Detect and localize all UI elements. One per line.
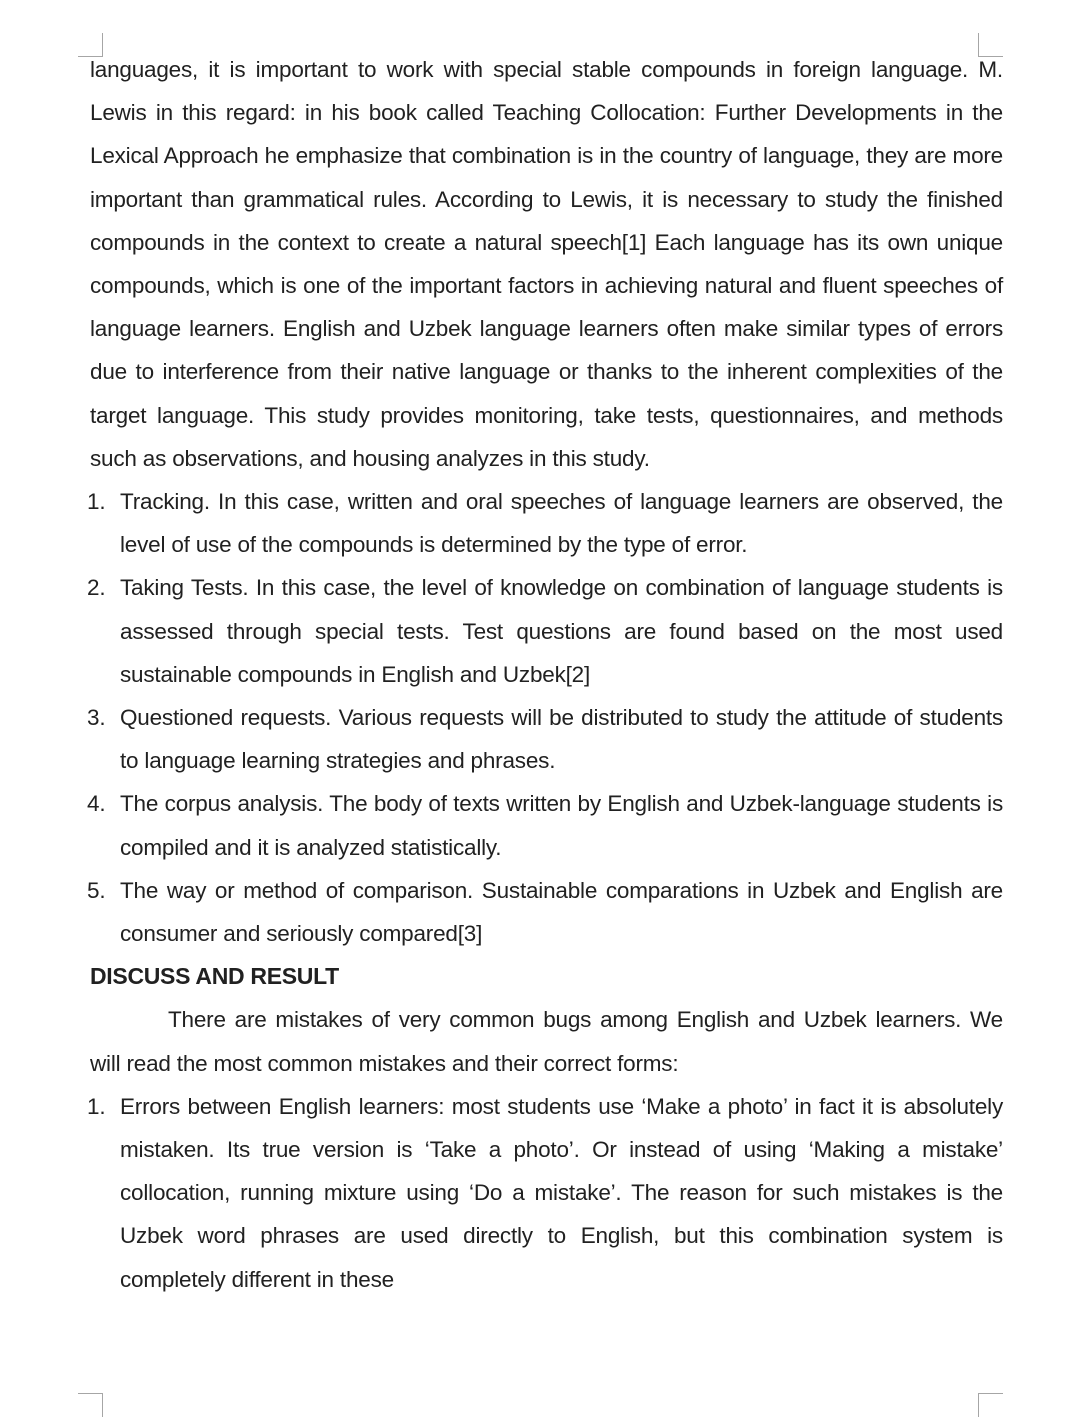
list-item-number: 4.	[87, 791, 106, 817]
crop-mark-bottom-right-icon	[978, 1393, 1003, 1417]
section-heading: DISCUSS AND RESULT	[90, 963, 339, 990]
methods-list	[87, 480, 1003, 955]
intro-paragraph: languages, it is important to work with special stable compounds in foreign language. M. Lewis in this regard: in his book called Teaching Collocation: Further Developments in the Lexical Approach he emphasize that combination is in the country of language, they are more important than grammatical rules. According to Lewis, it is necessary to study the finished compounds in the context to create a natural speech[1] Each language has its own unique compounds, which is one of the important factors in achieving natural and fluent speeches of language learners. English and Uzbek language learners often make similar types of errors due to interference from their native language or thanks to the inherent complexities of the target language. This study provides monitoring, take tests, questionnaires, and methods such as observations, and housing analyzes in this study.	[90, 57, 1003, 471]
list-item-text: Questioned requests. Various requests will be distributed to study the attitude of students to language learning strategies and phrases.	[120, 705, 1003, 774]
list-item-text: The corpus analysis. The body of texts written by English and Uzbek-language students is compiled and it is analyzed statistically.	[120, 791, 1003, 860]
crop-mark-bottom-left-icon	[78, 1393, 103, 1417]
list-item-text: Tracking. In this case, written and oral speeches of language learners are observed, the level of use of the compounds is determined by the type of error.	[120, 489, 1003, 558]
list-item	[87, 869, 1003, 955]
list-item-text: The way or method of comparison. Sustainable comparations in Uzbek and English are consumer and seriously compared[3]	[120, 877, 1003, 947]
list-item-number: 5.	[87, 877, 106, 903]
list-item-number: 1.	[87, 489, 106, 515]
errors-list	[87, 1085, 1003, 1301]
list-item-number: 3.	[87, 705, 106, 731]
list-item-number: 2.	[87, 575, 106, 601]
discussion-paragraph: There are mistakes of very common bugs among English and Uzbek learners. We will read the most common mistakes and their correct forms:	[90, 1007, 1003, 1076]
list-item-text: Errors between English learners: most students use ‘Make a photo’ in fact it is absolutely mistaken. Its true version is ‘Take a photo’. Or instead of using ‘Making a mistake’ collocation, running mixture using ‘Do a mistake’. The reason for such mistakes is the Uzbek word phrases are used directly to English, but this combination system is completely different in these	[120, 1093, 1003, 1292]
list-item	[87, 782, 1003, 868]
list-item	[87, 1085, 1003, 1301]
list-item	[87, 696, 1003, 782]
list-item	[87, 566, 1003, 696]
list-item-text: Taking Tests. In this case, the level of knowledge on combination of language students is assessed through special tests. Test questions are found based on the most used sustainable compounds in English and Uzbek[2]	[120, 575, 1003, 687]
page-content	[87, 48, 1003, 1301]
list-item	[87, 480, 1003, 566]
list-item-number: 1.	[87, 1093, 106, 1119]
